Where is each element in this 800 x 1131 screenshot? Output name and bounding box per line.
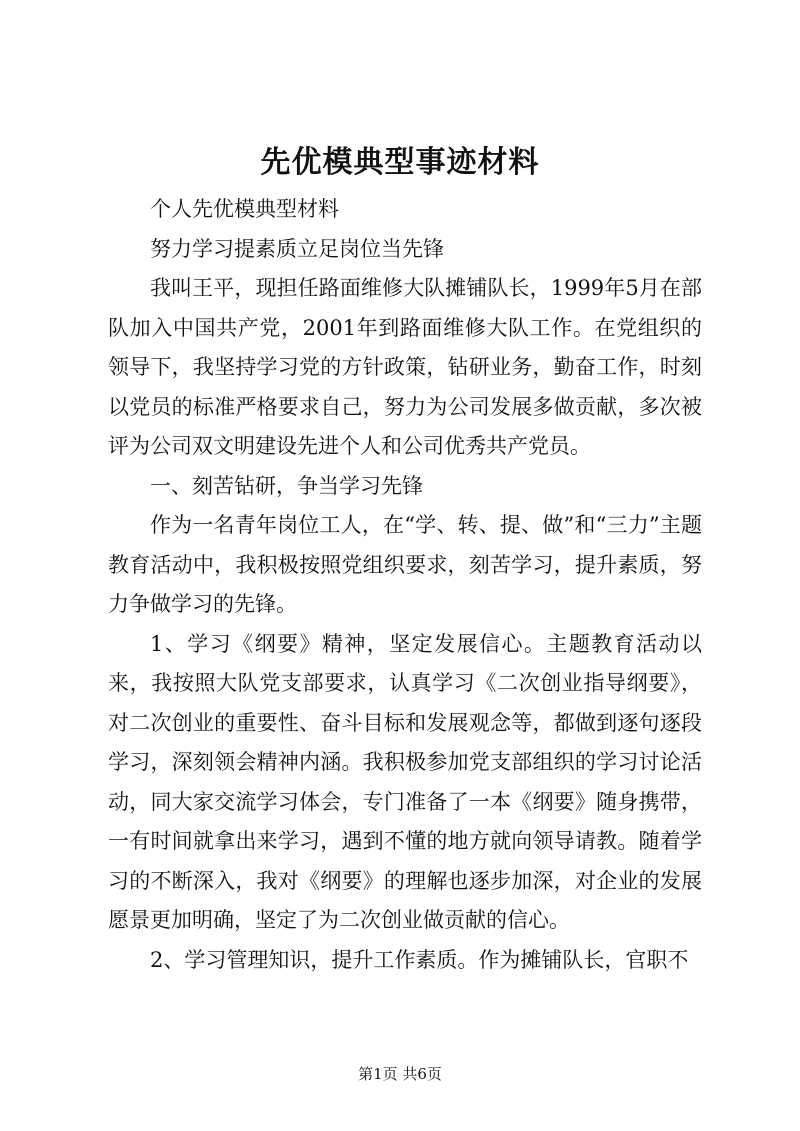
page-footer: 第1页 共6页 (358, 1065, 442, 1083)
body-paragraph: 我叫王平，现担任路面维修大队摊铺队长，1999年5月在部队加入中国共产党，2001年到路面维修大队工作。在党组织的领导下，我坚持学习党的方针政策，钻研业务，勤奋工作，时刻以党员的标准严格要求自己，努力为公司发展多做贡献，多次被评为公司双文明建设先进个人和公司优秀共产党员。 (108, 276, 702, 458)
document-body (108, 190, 702, 980)
body-paragraph: 作为一名青年岗位工人，在“学、转、提、做”和“三力”主题教育活动中，我积极按照党组织要求，刻苦学习，提升素质，努力争做学习的先锋。 (108, 513, 702, 616)
section-heading: 一、刻苦钻研，争当学习先锋 (150, 473, 423, 498)
subtitle-paragraph: 个人先优模典型材料 (150, 197, 339, 221)
heading-paragraph: 努力学习提素质立足岗位当先锋 (150, 236, 444, 261)
document-title: 先优模典型事迹材料 (260, 145, 540, 180)
body-paragraph: 1、学习《纲要》精神，坚定发展信心。主题教育活动以来，我按照大队党支部要求，认真学习《二次创业指导纲要》，对二次创业的重要性、奋斗目标和发展观念等，都做到逐句逐段学习，深刻领会精神内涵。我积极参加党支部组织的学习讨论活动，同大家交流学习体会，专门准备了一本《纲要》随身携带，一有时间就拿出来学习，遇到不懂的地方就向领导请教。随着学习的不断深入，我对《纲要》的理解也逐步加深，对企业的发展愿景更加明确，坚定了为二次创业做贡献的信心。 (108, 631, 702, 932)
body-paragraph: 2、学习管理知识，提升工作素质。作为摊铺队长，官职不 (150, 947, 689, 972)
